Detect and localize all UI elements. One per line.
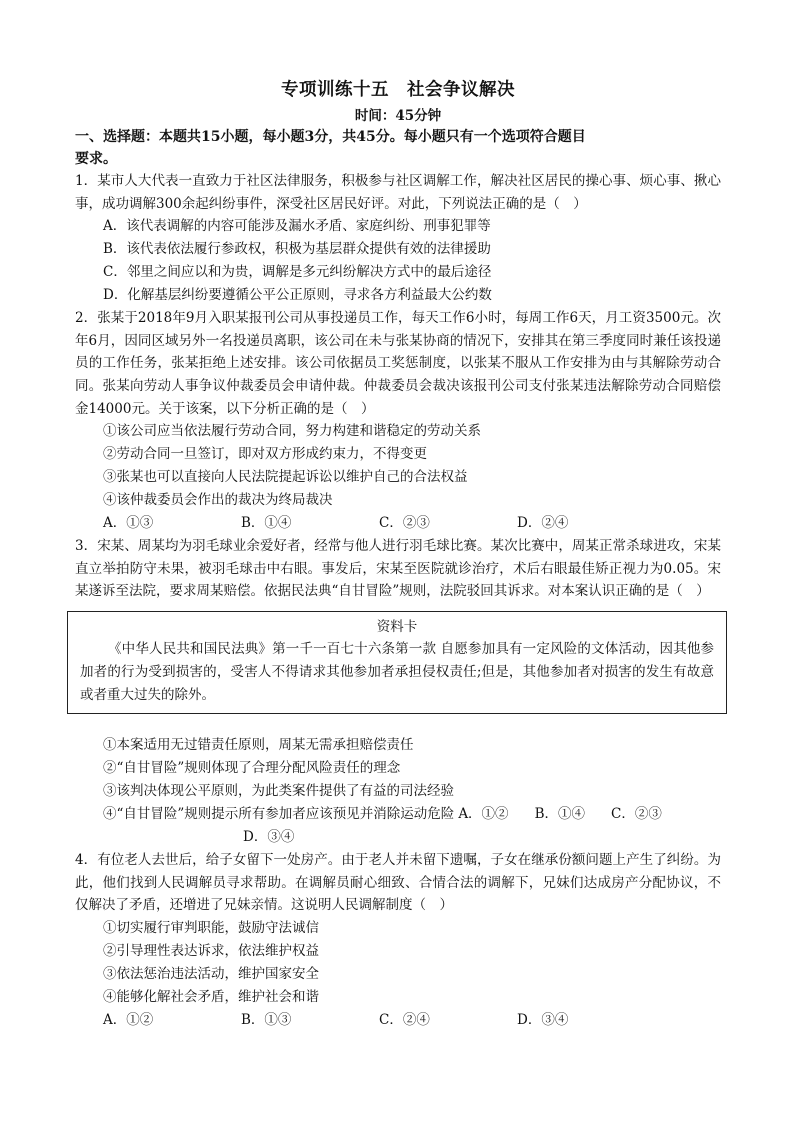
question-3-stem: 3．宋某、周某均为羽毛球业余爱好者，经常与他人进行羽毛球比赛。某次比赛中，周某正常杀球进攻，宋某直立举拍防守未果，被羽毛球击中右眼。事发后，宋某至医院就诊治疗，术后右眼最佳矫正视力为0.05。宋某遂诉至法院，要求周某赔偿。依据民法典“自甘冒险”规则，法院驳回其诉求。对本案认识正确的是（ ） bbox=[75, 538, 721, 600]
question-2 bbox=[75, 307, 721, 535]
question-1-stem: 1．某市人大代表一直致力于社区法律服务，积极参与社区调解工作，解决社区居民的操心事、烦心事、揪心事，成功调解300余起纠纷事件，深受社区居民好评。对此，下列说法正确的是（ ） bbox=[75, 173, 721, 212]
question-3-statement-1: ①本案适用无过错责任原则，周某无需承担赔偿责任 bbox=[103, 736, 414, 753]
question-1-option-c: C．邻里之间应以和为贵，调解是多元纠纷解决方式中的最后途径 bbox=[103, 264, 492, 281]
material-card-body: 《中华人民共和国民法典》第一千一百七十六条第一款 自愿参加具有一定风险的文体活动，因其他参加者的行为受到损害的，受害人不得请求其他参加者承担侵权责任;但是，其他参加者对损害的发生有故意或者重大过失的除外。 bbox=[80, 640, 714, 703]
question-4-choice-d: D．③④ bbox=[517, 1011, 569, 1028]
question-3-choice-c: C．②③ bbox=[610, 805, 662, 822]
question-1 bbox=[75, 170, 721, 307]
material-card-title: 资料卡 bbox=[376, 618, 418, 635]
question-4-statement-2: ②引导理性表达诉求，依法维护权益 bbox=[103, 942, 319, 959]
question-2-choice-b: B．①④ bbox=[241, 515, 292, 532]
page-title: 专项训练十五 社会争议解决 bbox=[281, 80, 515, 100]
question-3-statement-4: ④“自甘冒险”规则提示所有参加者应该预见并消除运动危险 bbox=[103, 805, 455, 822]
question-2-choice-c: C．②③ bbox=[379, 515, 430, 532]
question-3-choice-a: A．①② bbox=[458, 805, 509, 822]
question-2-statement-2: ②劳动合同一旦签订，即对双方形成约束力，不得变更 bbox=[103, 446, 427, 463]
question-2-stem: 2．张某于2018年9月入职某报刊公司从事投递员工作，每天工作6小时，每周工作6天，月工资3500元。次年6月，因同区域另外一名投递员离职，该公司在未与张某协商的情况下，安排其在第三季度同时兼任该投递员的工作任务，张某拒绝上述安排。该公司依据员工奖惩制度，以张某不服从工作安排为由与其解除劳动合同。张某向劳动人事争议仲裁委员会申请仲裁。仲裁委员会裁决该报刊公司支付张某违法解除劳动合同赔偿金14000元。关于该案，以下分析正确的是（ ） bbox=[75, 310, 721, 417]
question-4-statement-3: ③依法惩治违法活动，维护国家安全 bbox=[103, 965, 319, 982]
question-3-statement-2: ②“自甘冒险”规则体现了合理分配风险责任的理念 bbox=[103, 759, 401, 776]
question-4-statement-1: ①切实履行审判职能，鼓励守法诚信 bbox=[103, 919, 319, 936]
question-4-choice-b: B．①③ bbox=[241, 1011, 292, 1028]
question-4-choices bbox=[103, 1009, 721, 1032]
question-2-choice-d: D．②④ bbox=[517, 515, 569, 532]
question-2-choices bbox=[103, 512, 721, 535]
question-2-statement-1: ①该公司应当依法履行劳动合同，努力构建和谐稳定的劳动关系 bbox=[103, 423, 481, 440]
question-3-choice-b: B．①④ bbox=[534, 805, 585, 822]
exam-page bbox=[75, 70, 721, 1032]
question-2-choice-a: A．①③ bbox=[103, 515, 154, 532]
question-3 bbox=[75, 535, 721, 849]
question-3-choices-inline bbox=[458, 806, 688, 822]
question-1-option-b: B．该代表依法履行参政权，积极为基层群众提供有效的法律援助 bbox=[103, 241, 491, 258]
material-card bbox=[67, 611, 727, 714]
question-3-statement-3: ③该判决体现公平原则，为此类案件提供了有益的司法经验 bbox=[103, 782, 454, 799]
section-heading-line2: 要求。 bbox=[75, 151, 117, 167]
question-3-statement-4-row bbox=[103, 803, 721, 849]
question-1-option-a: A．该代表调解的内容可能涉及漏水矛盾、家庭纠纷、刑事犯罪等 bbox=[103, 218, 491, 235]
question-4-statement-4: ④能够化解社会矛盾，维护社会和谐 bbox=[103, 988, 319, 1005]
section-heading bbox=[75, 126, 721, 170]
question-2-statement-4: ④该仲裁委员会作出的裁决为终局裁决 bbox=[103, 492, 333, 509]
question-4-stem: 4．有位老人去世后，给子女留下一处房产。由于老人并未留下遗嘱，子女在继承份额问题上产生了纠纷。为此，他们找到人民调解员寻求帮助。在调解员耐心细致、合情合法的调解下，兄妹们达成房产分配协议，不仅解决了矛盾，还增进了兄妹亲情。这说明人民调解制度（ ） bbox=[75, 851, 721, 914]
question-4-choice-a: A．①② bbox=[103, 1011, 154, 1028]
question-3-choice-d: D．③④ bbox=[243, 828, 295, 845]
section-heading-line1: 一、选择题：本题共15小题，每小题3分，共45分。每小题只有一个选项符合题目 bbox=[75, 129, 586, 145]
time-limit: 时间：45分钟 bbox=[354, 108, 442, 124]
question-4 bbox=[75, 849, 721, 1032]
question-4-choice-c: C．②④ bbox=[379, 1011, 430, 1028]
question-1-option-d: D．化解基层纠纷要遵循公平公正原则，寻求各方利益最大公约数 bbox=[103, 287, 492, 304]
question-2-statement-3: ③张某也可以直接向人民法院提起诉讼以维护自己的合法权益 bbox=[103, 469, 468, 486]
